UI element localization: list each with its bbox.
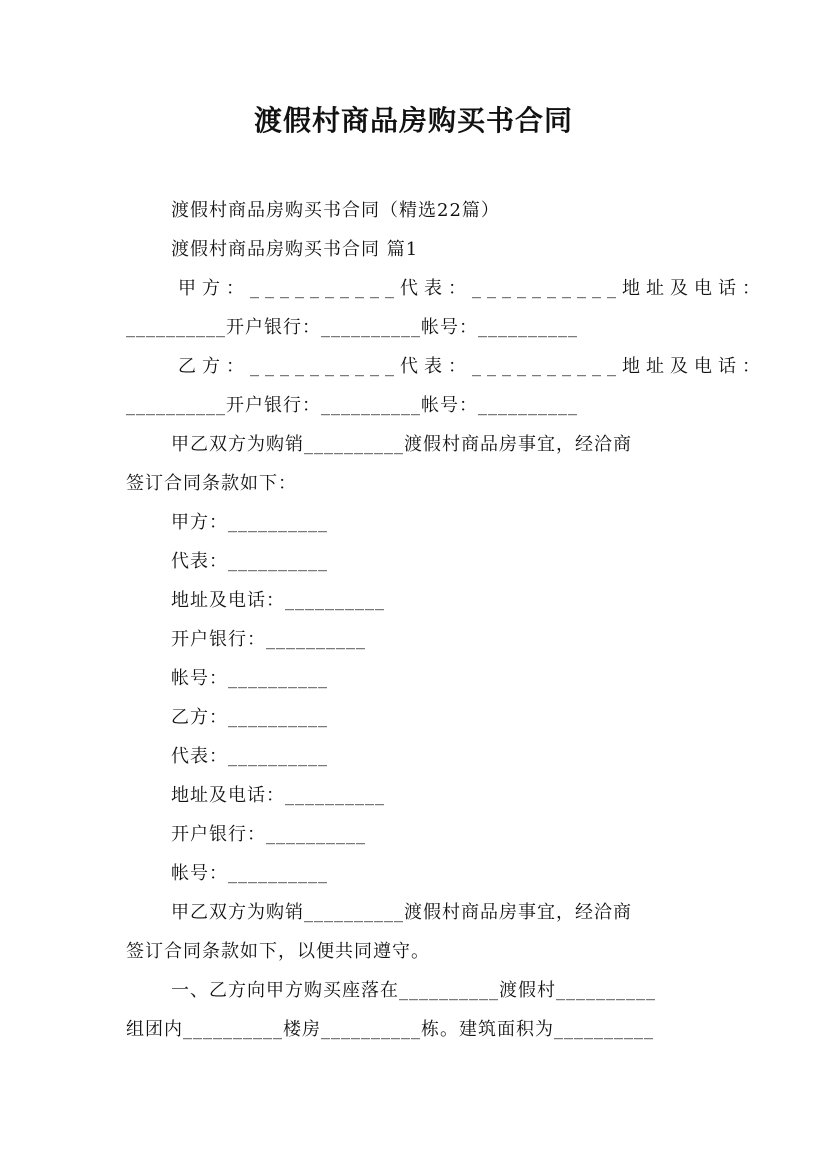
field-line: 代表：__________ [171, 551, 328, 572]
party-b-bank-line: __________开户银行：__________帐号：__________ [126, 395, 578, 416]
field-line: 开户银行：__________ [171, 824, 366, 845]
section-heading: 渡假村商品房购买书合同 篇1 [171, 239, 419, 260]
field-line: 帐号：__________ [171, 863, 328, 884]
field-line: 地址及电话：__________ [171, 785, 385, 806]
paragraph-line: 甲乙双方为购销__________渡假村商品房事宜，经洽商 [171, 434, 632, 455]
field-line: 帐号：__________ [171, 668, 328, 689]
clause-line: 一、乙方向甲方购买座落在__________渡假村__________ [171, 980, 656, 1001]
field-line: 开户银行：__________ [171, 629, 366, 650]
document-title: 渡假村商品房购买书合同 [253, 104, 573, 137]
party-a-bank-line: __________开户银行：__________帐号：__________ [126, 317, 578, 338]
clause-line: 组团内__________楼房__________栋。建筑面积为__________ [126, 1019, 654, 1040]
paragraph-line: 签订合同条款如下，以便共同遵守。 [126, 941, 430, 962]
field-line: 地址及电话：__________ [171, 590, 385, 611]
paragraph-line: 签订合同条款如下： [126, 473, 297, 494]
field-line: 代表：__________ [171, 746, 328, 767]
subtitle-line: 渡假村商品房购买书合同（精选22篇） [171, 200, 500, 221]
field-line: 乙方：__________ [171, 707, 328, 728]
paragraph-line: 甲乙双方为购销__________渡假村商品房事宜，经洽商 [171, 902, 632, 923]
party-a-line: 甲方：__________代表：__________地址及电话： [178, 278, 766, 299]
party-b-line: 乙方：__________代表：__________地址及电话： [178, 356, 766, 377]
field-line: 甲方：__________ [171, 512, 328, 533]
